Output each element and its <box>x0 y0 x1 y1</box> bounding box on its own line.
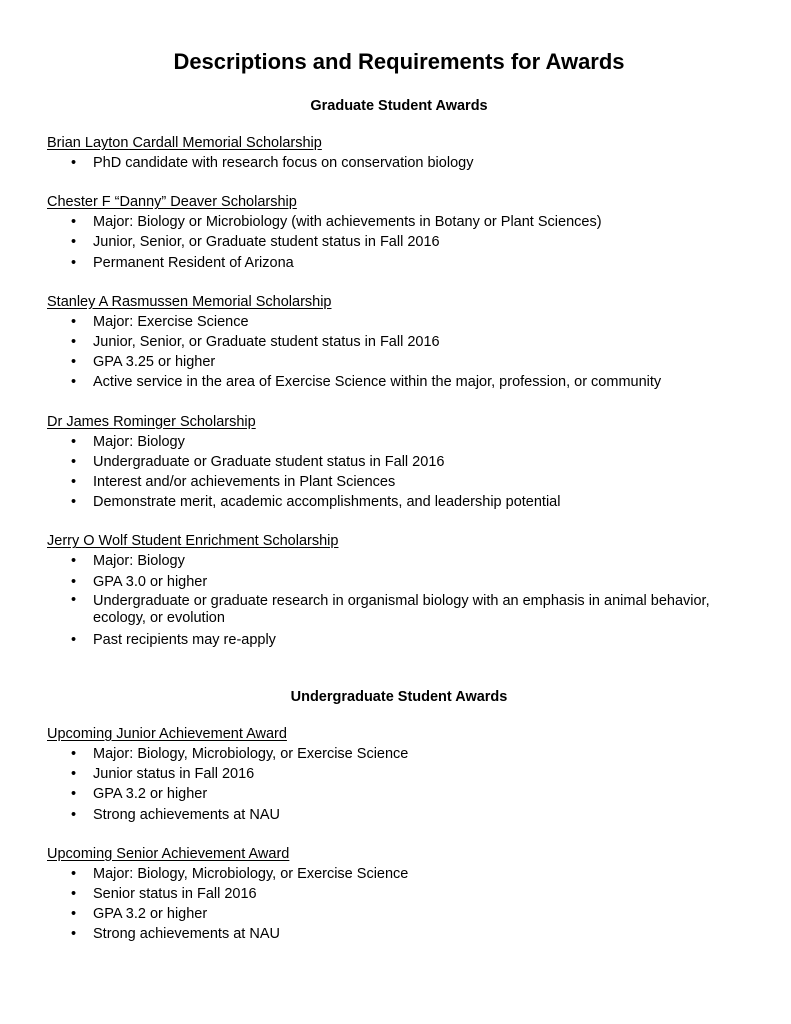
requirement-item: • GPA 3.25 or higher <box>47 352 751 372</box>
award-name: Upcoming Junior Achievement Award <box>47 726 287 743</box>
section-heading: Undergraduate Student Awards <box>290 689 508 706</box>
undergraduate-awards-section <box>47 687 751 945</box>
requirement-item: • GPA 3.2 or higher <box>47 904 751 924</box>
bullet-icon: • <box>71 433 77 450</box>
requirement-item: • Major: Biology <box>47 432 751 452</box>
bullet-icon: • <box>71 865 77 882</box>
award-rasmussen <box>47 292 751 393</box>
requirement-item: • Junior, Senior, or Graduate student status in Fall 2016 <box>47 332 751 352</box>
requirement-item: • Major: Biology <box>47 551 751 571</box>
bullet-icon: • <box>71 766 77 783</box>
award-upcoming-junior <box>47 724 751 825</box>
bullet-icon: • <box>71 553 77 570</box>
requirements-list <box>47 864 751 945</box>
bullet-icon: • <box>71 591 77 608</box>
requirement-item: • GPA 3.2 or higher <box>47 784 751 804</box>
bullet-icon: • <box>71 374 77 391</box>
requirement-item: • Permanent Resident of Arizona <box>47 253 751 273</box>
award-cardall <box>47 133 751 173</box>
requirements-list <box>47 432 751 513</box>
bullet-icon: • <box>71 453 77 470</box>
requirement-item: • GPA 3.0 or higher <box>47 572 751 592</box>
requirement-item: • Major: Biology or Microbiology (with achievements in Botany or Plant Sciences) <box>47 212 751 232</box>
requirement-item: • Demonstrate merit, academic accomplishments, and leadership potential <box>47 492 751 512</box>
requirement-item: • Strong achievements at NAU <box>47 805 751 825</box>
bullet-icon: • <box>71 234 77 251</box>
requirement-item: • Major: Exercise Science <box>47 312 751 332</box>
bullet-icon: • <box>71 746 77 763</box>
requirement-item: • Past recipients may re-apply <box>47 630 751 650</box>
award-name: Chester F “Danny” Deaver Scholarship <box>47 194 297 211</box>
bullet-icon: • <box>71 313 77 330</box>
requirement-item: • Undergraduate or Graduate student status in Fall 2016 <box>47 452 751 472</box>
award-name: Brian Layton Cardall Memorial Scholarship <box>47 135 322 151</box>
bullet-icon: • <box>71 214 77 231</box>
requirements-list <box>47 153 751 173</box>
graduate-awards-section <box>47 96 751 650</box>
requirement-item: • Senior status in Fall 2016 <box>47 884 751 904</box>
requirements-list <box>47 312 751 393</box>
requirement-item: • Strong achievements at NAU <box>47 924 751 944</box>
award-deaver <box>47 192 751 273</box>
bullet-icon: • <box>71 354 77 371</box>
bullet-icon: • <box>71 573 77 590</box>
bullet-icon: • <box>71 926 77 943</box>
requirement-item: • Junior, Senior, or Graduate student status in Fall 2016 <box>47 232 751 252</box>
bullet-icon: • <box>71 631 77 648</box>
bullet-icon: • <box>71 254 77 271</box>
bullet-icon: • <box>71 334 77 351</box>
award-name: Jerry O Wolf Student Enrichment Scholarship <box>47 533 339 550</box>
bullet-icon: • <box>71 786 77 803</box>
bullet-icon: • <box>71 886 77 903</box>
requirements-list <box>47 744 751 825</box>
award-rominger <box>47 412 751 513</box>
requirements-list <box>47 551 751 650</box>
award-upcoming-senior <box>47 844 751 945</box>
requirements-list <box>47 212 751 273</box>
requirement-item: • Interest and/or achievements in Plant Sciences <box>47 472 751 492</box>
award-name: Dr James Rominger Scholarship <box>47 413 256 430</box>
requirement-item: • Major: Biology, Microbiology, or Exercise Science <box>47 744 751 764</box>
requirement-item: • Junior status in Fall 2016 <box>47 764 751 784</box>
section-heading: Graduate Student Awards <box>310 98 488 114</box>
requirement-item: • Major: Biology, Microbiology, or Exercise Science <box>47 864 751 884</box>
award-name: Stanley A Rasmussen Memorial Scholarship <box>47 293 332 310</box>
bullet-icon: • <box>71 474 77 491</box>
bullet-icon: • <box>71 906 77 923</box>
requirement-item: • PhD candidate with research focus on conservation biology <box>47 153 751 173</box>
bullet-icon: • <box>71 155 77 171</box>
requirement-item: • Undergraduate or graduate research in organismal biology with an emphasis in animal behavior, ecology, or evolution <box>71 591 710 627</box>
document-title: Descriptions and Requirements for Awards <box>173 49 625 74</box>
award-name: Upcoming Senior Achievement Award <box>47 845 290 862</box>
bullet-icon: • <box>71 806 77 823</box>
bullet-icon: • <box>71 494 77 511</box>
requirement-item: • Active service in the area of Exercise Science within the major, profession, or community <box>47 372 751 392</box>
award-wolf <box>47 531 751 650</box>
